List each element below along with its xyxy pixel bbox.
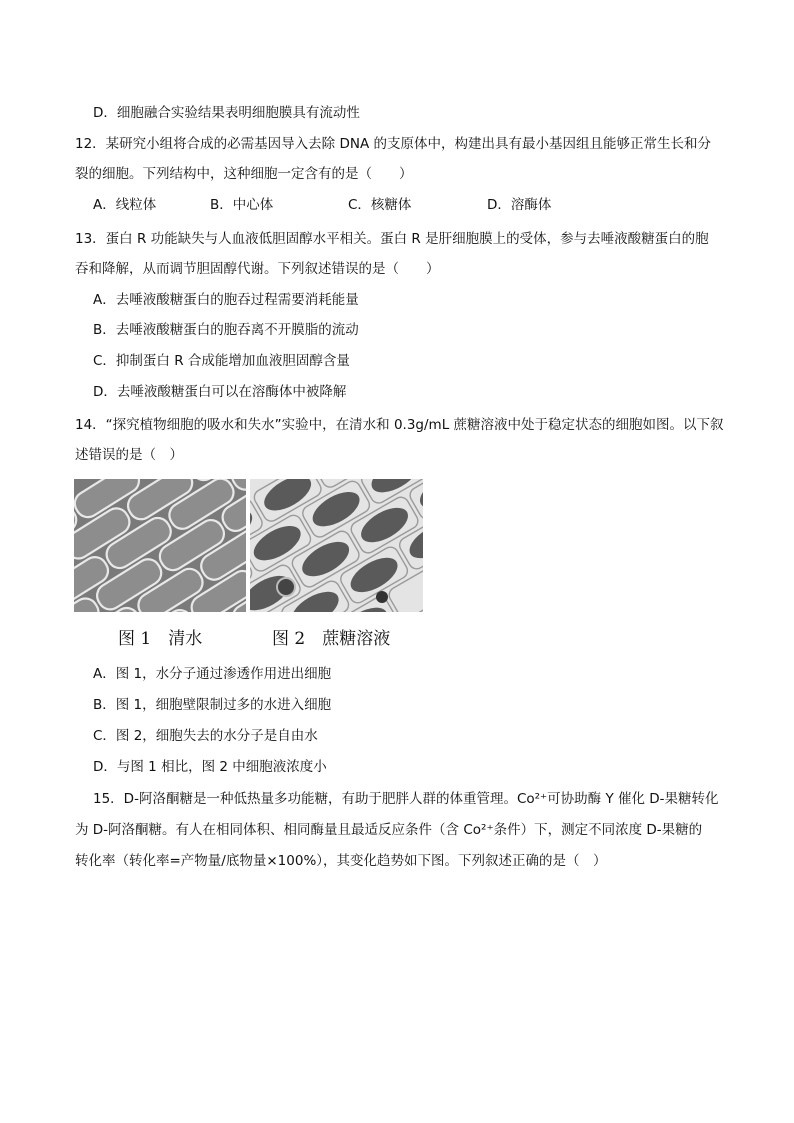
q14-option-d: D．与图 1 相比，图 2 中细胞液浓度小 <box>93 759 327 775</box>
q14-option-a: A．图 1，水分子通过渗透作用进出细胞 <box>93 666 332 682</box>
q13-option-a: A．去唾液酸糖蛋白的胞吞过程需要消耗能量 <box>93 292 359 308</box>
q14-stem-line1: 14．“探究植物细胞的吸水和失水”实验中，在清水和 0.3g/mL 蔗糖溶液中处于稳定状态的细胞如图。以下叙 <box>75 417 724 433</box>
q15-stem-line2: 为 D-阿洛酮糖。有人在相同体积、相同酶量且最适反应条件（含 Co²⁺条件）下，测定不同浓度 D-果糖的 <box>75 822 703 838</box>
q14-stem-line2: 述错误的是（ ） <box>75 447 183 463</box>
q12-option-d: D．溶酶体 <box>487 197 552 213</box>
q14-option-c: C．图 2，细胞失去的水分子是自由水 <box>93 728 318 744</box>
q13-option-d: D．去唾液酸糖蛋白可以在溶酶体中被降解 <box>93 384 347 400</box>
q11-option-d: D．细胞融合实验结果表明细胞膜具有流动性 <box>93 105 360 121</box>
figure1-caption: 图 1 清水 <box>118 629 203 649</box>
q12-option-b: B．中心体 <box>210 197 274 213</box>
q13-option-c: C．抑制蛋白 R 合成能增加血液胆固醇含量 <box>93 353 350 369</box>
figure2-sucrose-cells <box>250 479 423 612</box>
q13-stem-line1: 13．蛋白 R 功能缺失与人血液低胆固醇水平相关。蛋白 R 是肝细胞膜上的受体，参与去唾液酸糖蛋白的胞 <box>75 231 709 247</box>
q13-stem-line2: 吞和降解，从而调节胆固醇代谢。下列叙述错误的是（ ） <box>75 261 440 277</box>
figure2-micrograph <box>250 479 423 612</box>
q12-option-a: A．线粒体 <box>93 197 157 213</box>
q15-stem-line1: 15．D-阿洛酮糖是一种低热量多功能糖，有助于肥胖人群的体重管理。Co²⁺可协助酶 Y 催化 D-果糖转化 <box>93 791 719 807</box>
q12-stem-line1: 12．某研究小组将合成的必需基因导入去除 DNA 的支原体中，构建出具有最小基因组且能够正常生长和分 <box>75 136 711 152</box>
figure2-caption: 图 2 蔗糖溶液 <box>272 629 391 649</box>
figure1-micrograph <box>74 479 246 612</box>
q14-option-b: B．图 1，细胞壁限制过多的水进入细胞 <box>93 697 332 713</box>
figure1-water-cells <box>74 479 246 612</box>
q15-stem-line3: 转化率（转化率=产物量/底物量×100%），其变化趋势如下图。下列叙述正确的是（ ） <box>75 853 607 869</box>
q12-stem-line2: 裂的细胞。下列结构中，这种细胞一定含有的是（ ） <box>75 166 413 182</box>
q13-option-b: B．去唾液酸糖蛋白的胞吞离不开膜脂的流动 <box>93 322 359 338</box>
q12-option-c: C．核糖体 <box>348 197 412 213</box>
